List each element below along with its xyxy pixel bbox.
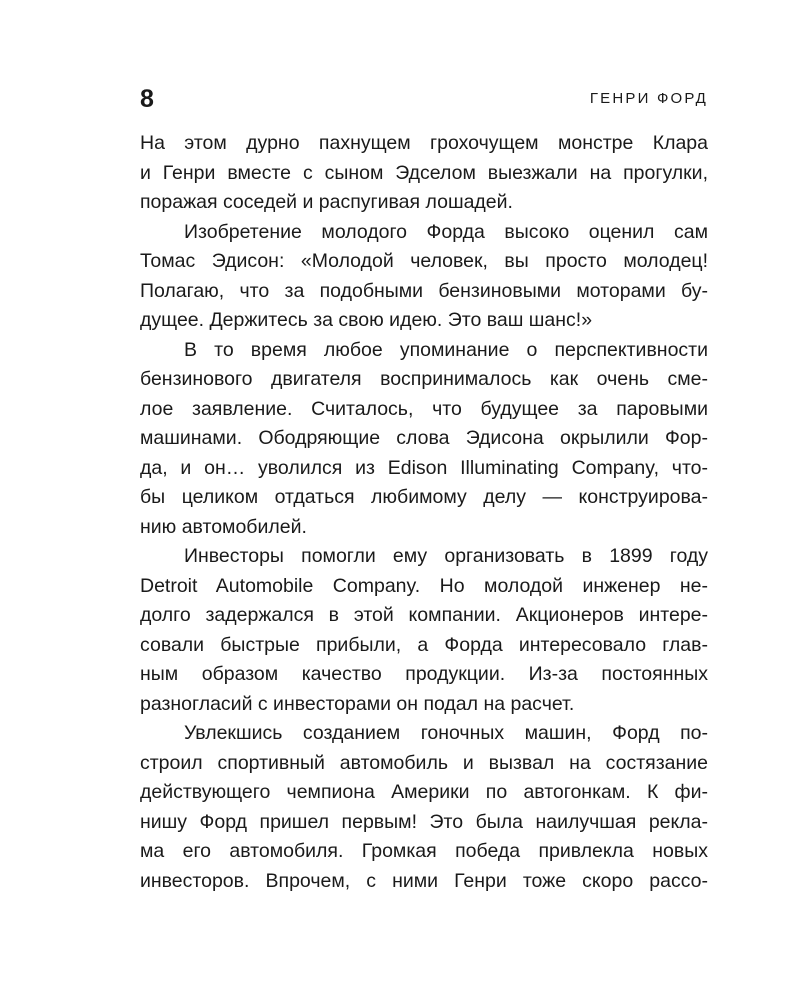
paragraph — [140, 719, 708, 896]
text-line: инвесторов. Впрочем, с ними Генри тоже скоро рассо- — [140, 869, 708, 892]
text-line: Увлекшись созданием гоночных машин, Форд по- — [184, 722, 708, 744]
text-line: нишу Форд пришел первым! Это была наилучшая рекла- — [140, 810, 708, 833]
text-line: нию автомобилей. — [140, 515, 307, 538]
text-line: Томас Эдисон: «Молодой человек, вы просто молодец! — [140, 250, 708, 272]
text-line: разногласий с инвесторами он подал на расчет. — [140, 692, 575, 715]
running-title: ГЕНРИ ФОРД — [589, 90, 708, 107]
text-line: ма его автомобиля. Громкая победа привлекла новых — [140, 840, 708, 862]
text-line: Инвесторы помогли ему организовать в 1899 году — [184, 545, 708, 567]
paragraph — [140, 218, 708, 336]
text-line: действующего чемпиона Америки по автогонкам. К фи- — [140, 781, 708, 803]
text-line: ным образом качество продукции. Из-за постоянных — [140, 663, 708, 685]
text-line: поражая соседей и распугивая лошадей. — [140, 191, 513, 213]
text-line: Полагаю, что за подобными бензиновыми моторами бу- — [140, 279, 708, 302]
text-line: дущее. Держитесь за свою идею. Это ваш шанс!» — [140, 309, 593, 331]
page-header — [140, 82, 708, 116]
text-line: совали быстрые прибыли, а Форда интересовало глав- — [140, 633, 708, 656]
body-text — [140, 129, 708, 896]
text-line: Detroit Automobile Company. Но молодой инженер не- — [140, 574, 708, 597]
paragraph — [140, 336, 708, 543]
text-line: лое заявление. Считалось, что будущее за паровыми — [140, 397, 708, 420]
text-line: бензинового двигателя воспринималось как очень сме- — [140, 368, 708, 390]
text-line: и Генри вместе с сыном Эдселом выезжали на прогулки, — [140, 161, 708, 184]
page-number: 8 — [140, 85, 154, 113]
paragraph — [140, 129, 708, 218]
text-line: На этом дурно пахнущем грохочущем монстре Клара — [140, 132, 708, 154]
text-line: Изобретение молодого Форда высоко оценил сам — [184, 220, 708, 243]
text-line: да, и он… уволился из Edison Illuminating Company, что- — [140, 456, 708, 479]
paragraph — [140, 542, 708, 719]
text-line: машинами. Ободряющие слова Эдисона окрылили Фор- — [140, 427, 708, 449]
text-line: строил спортивный автомобиль и вызвал на состязание — [140, 751, 708, 774]
text-line: В то время любое упоминание о перспективности — [184, 338, 708, 361]
text-line: долго задержался в этой компании. Акционеров интере- — [140, 604, 708, 626]
text-line: бы целиком отдаться любимому делу — конструирова- — [140, 486, 708, 508]
